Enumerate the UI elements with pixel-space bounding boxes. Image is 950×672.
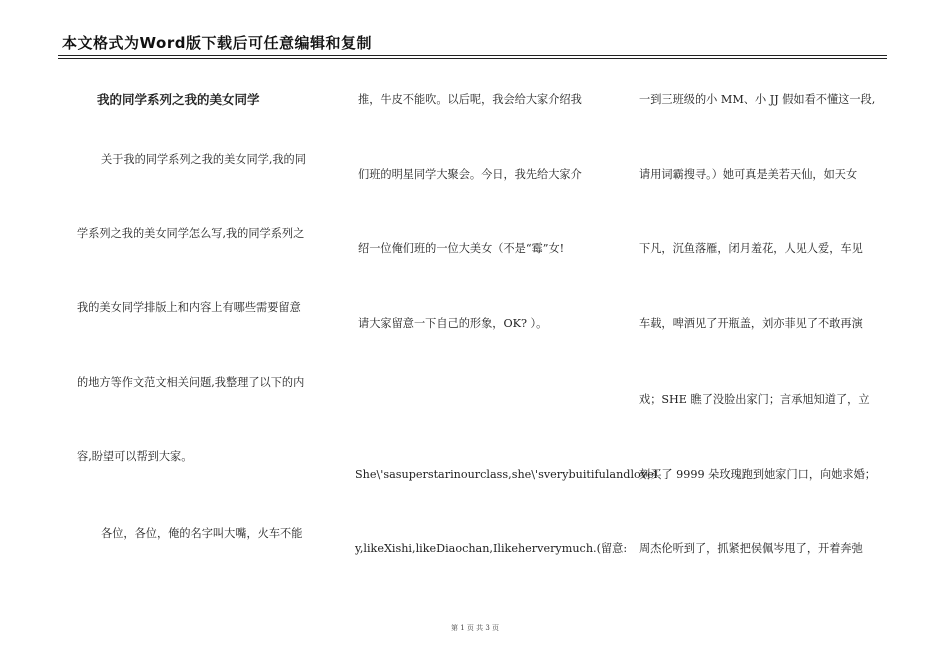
text-line: 一到三班级的小 MM、小 JJ 假如看不懂这一段, [639, 93, 876, 106]
text-line: 请用词霸搜寻。）她可真是美若天仙，如天女 [639, 168, 858, 181]
text-line: 们班的明星同学大聚会。今日，我先给大家介 [358, 168, 582, 181]
text-line: 请大家留意一下自己的形象，OK? ）。 [358, 317, 548, 330]
text-line: 绍一位俺们班的一位大美女（不是“霉”女! [358, 242, 565, 255]
text-line: 学系列之我的美女同学怎么写,我的同学系列之 [77, 227, 305, 240]
text-line: 周杰伦听到了，抓紧把侯佩岑甩了，开着奔弛 [639, 542, 863, 555]
header-rule-top [58, 55, 887, 56]
article-title: 我的同学系列之我的美女同学 [97, 92, 260, 107]
text-line: 我的美女同学排版上和内容上有哪些需要留意 [77, 301, 301, 314]
text-line: 车载，啤酒见了开瓶盖，刘亦菲见了不敢再演 [639, 317, 863, 330]
text-line: 下凡，沉鱼落雁，闭月羞花，人见人爱，车见 [639, 242, 863, 255]
text-line: 的地方等作文范文相关问题,我整理了以下的内 [77, 376, 305, 389]
text-line: 刻买了 9999 朵玫瑰跑到她家门口，向她求婚； [639, 468, 876, 481]
text-line: 戏；SHE 瞧了没脸出家门；言承旭知道了，立 [639, 393, 870, 406]
header-rule-bottom [58, 58, 887, 59]
document-header-banner: 本文格式为Word版下载后可任意编辑和复制 [62, 34, 372, 52]
text-line: 各位，各位，俺的名字叫大嘴，火车不能 [101, 527, 303, 540]
text-line: y,likeXishi,likeDiaochan,Ilikeherverymuch.(留意: [355, 542, 628, 555]
text-line: She\'sasuperstarinourclass,she\'sverybuitifulandlovel [355, 468, 658, 481]
text-line: 容,盼望可以帮到大家。 [77, 450, 193, 463]
text-line: 关于我的同学系列之我的美女同学,我的同 [101, 153, 306, 166]
page-number-footer: 第 1 页 共 3 页 [450, 624, 500, 632]
text-line: 推，牛皮不能吹。以后呢，我会给大家介绍我 [358, 93, 582, 106]
